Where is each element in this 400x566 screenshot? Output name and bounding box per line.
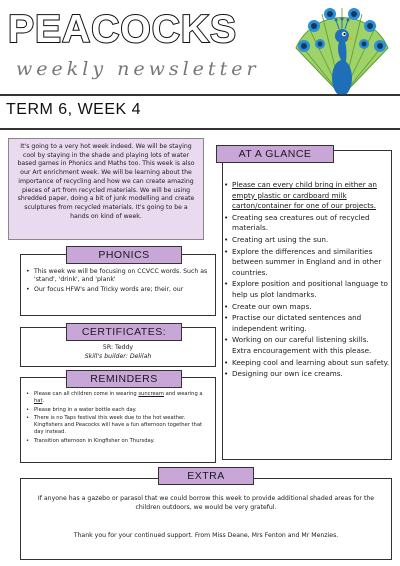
- at-a-glance-list: [224, 180, 390, 381]
- glance-item: • Designing our own ice creams.: [224, 369, 390, 380]
- glance-item: • Please can every child bring in either an empty plastic or cardboard milk carton/container for one of our projects.: [224, 180, 390, 212]
- at-a-glance-label: AT A GLANCE: [216, 145, 334, 163]
- reminder-item: [26, 391, 212, 406]
- glance-item: • Creating art using the sun.: [224, 235, 390, 246]
- reminder-text: Please can all children come in wearing: [34, 391, 139, 397]
- reminder-item: • There is no Taps festival this week due to the hot weather. Kingfishers and Peacocks will have a fun afternoon together that day instead.: [26, 415, 212, 437]
- glance-item: • Creating sea creatures out of recycled materials.: [224, 213, 390, 234]
- phonics-list: [26, 268, 212, 295]
- reminder-text: and wearing a: [163, 391, 203, 397]
- glance-item: • Create our own maps.: [224, 302, 390, 313]
- reminders-list: [26, 391, 212, 446]
- reminder-item: • Please bring in a water bottle each day.: [26, 407, 212, 414]
- extra-label: EXTRA: [158, 467, 254, 485]
- extra-box: [20, 478, 392, 560]
- reminder-item: • Transition afternoon in Kingfisher on Thursday.: [26, 438, 212, 445]
- thanks-text: Thank you for your continued support. From Miss Deane, Mrs Fenton and Mr Menzies.: [73, 532, 339, 539]
- term-heading: TERM 6, WEEK 4: [6, 101, 142, 118]
- glance-item: • Explore the differences and similarities between summer in England and in other countries.: [224, 247, 390, 279]
- intro-paragraph: It's going to a very hot week indeed. We will be staying cool by staying in the shade and playing lots of water based games in Phonics and Maths too. This week is also our Art enrichment week. We will be learning about the importance of recycling and how we can create amazing pieces of art from recycled materials. We will be using shredded paper, doing a bit of junk modelling and create sculptures from recycled materials. It's going to be a hands on kind of week.: [8, 138, 204, 240]
- extra-text: If anyone has a gazebo or parasol that we could borrow this week to provide additional shaded areas for the children outdoors, we would be very grateful.: [37, 495, 375, 511]
- certificate-line: Skill's builder: Delilah: [84, 353, 152, 360]
- phonics-item: • Our focus HFW's and Tricky words are; their, our: [26, 286, 212, 294]
- glance-item: • Practise our dictated sentences and independent writing.: [224, 313, 390, 334]
- glance-item: • Working on our careful listening skills. Extra encouragement with this please.: [224, 335, 390, 356]
- glance-item: • Keeping cool and learning about sun safety.: [224, 358, 390, 369]
- newsletter-title: PEACOCKS: [8, 8, 238, 51]
- glance-item: • Explore position and positional language to help us plot landmarks.: [224, 279, 390, 300]
- newsletter-subtitle: weekly newsletter: [16, 58, 260, 80]
- peacock-logo: [290, 4, 394, 104]
- phonics-label: PHONICS: [66, 246, 182, 264]
- certificate-line: 5R: Teddy: [102, 344, 134, 351]
- certificates-label: CERTIFICATES:: [66, 323, 182, 341]
- reminder-text: .: [42, 398, 45, 405]
- reminder-underlined: hat: [34, 398, 43, 405]
- phonics-item: • This week we will be focusing on CCVCC words. Such as 'stand', 'drink', and 'plank': [26, 268, 212, 285]
- reminder-underlined: suncream: [138, 391, 164, 397]
- reminders-label: REMINDERS: [66, 370, 182, 388]
